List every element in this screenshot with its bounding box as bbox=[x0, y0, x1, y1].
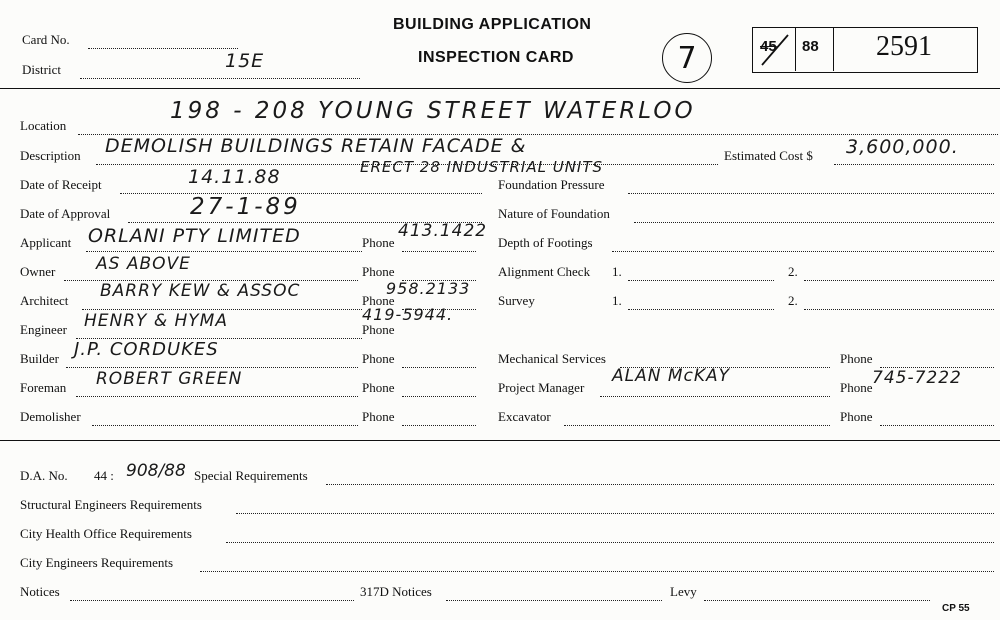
excavator-phone-label: Phone bbox=[840, 409, 873, 424]
alignment-check-line-1 bbox=[628, 280, 774, 281]
builder-label: Builder bbox=[20, 351, 59, 366]
foreman-label: Foreman bbox=[20, 380, 67, 395]
project-manager-label: Project Manager bbox=[498, 380, 585, 395]
city-health-line bbox=[226, 542, 994, 543]
struck-reference: 45 bbox=[760, 38, 777, 55]
special-requirements-line bbox=[326, 484, 994, 485]
applicant-value: ORLANI PTY LIMITED bbox=[88, 225, 301, 247]
engineer-label: Engineer bbox=[20, 322, 67, 337]
reference-divider-1 bbox=[795, 27, 796, 71]
excavator-label: Excavator bbox=[498, 409, 551, 424]
city-engineers-label: City Engineers Requirements bbox=[20, 555, 174, 570]
project-manager-phone-value: 745-7222 bbox=[872, 368, 962, 388]
structural-engineers-label: Structural Engineers Requirements bbox=[20, 497, 202, 512]
location-label: Location bbox=[20, 118, 67, 133]
da-no-value: 908/88 bbox=[126, 461, 186, 481]
project-manager-value: ALAN McKAY bbox=[612, 366, 731, 386]
estimated-cost-value: 3,600,000. bbox=[846, 136, 959, 158]
date-of-receipt-value: 14.11.88 bbox=[188, 166, 281, 188]
builder-phone-line bbox=[402, 367, 476, 368]
description-label: Description bbox=[20, 148, 81, 163]
location-value: 198 - 208 YOUNG STREET WATERLOO bbox=[170, 98, 696, 124]
foreman-line bbox=[76, 396, 358, 397]
da-no-prefix: 44 : bbox=[94, 468, 114, 483]
circled-number bbox=[662, 33, 712, 83]
foreman-phone-line bbox=[402, 396, 476, 397]
levy-label: Levy bbox=[670, 584, 697, 599]
mechanical-services-label: Mechanical Services bbox=[498, 351, 606, 366]
alignment-check-2: 2. bbox=[788, 264, 798, 279]
da-no-label: D.A. No. bbox=[20, 468, 68, 483]
footer-code: CP 55 bbox=[942, 603, 970, 614]
foreman-value: ROBERT GREEN bbox=[96, 369, 243, 389]
city-health-label: City Health Office Requirements bbox=[20, 526, 192, 541]
project-manager-phone-label: Phone bbox=[840, 380, 873, 395]
alignment-check-line-2 bbox=[804, 280, 994, 281]
excavator-line bbox=[564, 425, 830, 426]
notices-line bbox=[70, 600, 354, 601]
date-of-approval-value: 27-1-89 bbox=[190, 194, 301, 220]
circled-number-text: 7 bbox=[677, 40, 697, 76]
foreman-phone-label: Phone bbox=[362, 380, 395, 395]
demolisher-phone-label: Phone bbox=[362, 409, 395, 424]
reference-year: 88 bbox=[802, 38, 819, 55]
alignment-check-label: Alignment Check bbox=[498, 264, 591, 279]
form-title: BUILDING APPLICATION bbox=[393, 16, 592, 33]
date-of-receipt-label: Date of Receipt bbox=[20, 177, 102, 192]
owner-value: AS ABOVE bbox=[96, 254, 191, 274]
survey-1: 1. bbox=[612, 293, 622, 308]
excavator-phone-line bbox=[880, 425, 994, 426]
district-label: District bbox=[22, 62, 61, 77]
survey-line-1 bbox=[628, 309, 774, 310]
engineer-phone-label: Phone bbox=[362, 322, 395, 337]
engineer-value: HENRY & HYMA bbox=[84, 311, 228, 331]
alignment-check-1: 1. bbox=[612, 264, 622, 279]
foundation-pressure-line bbox=[628, 193, 994, 194]
applicant-phone-value: 413.1422 bbox=[398, 221, 488, 241]
notices-317d-label: 317D Notices bbox=[360, 584, 432, 599]
form-subtitle: INSPECTION CARD bbox=[418, 49, 574, 66]
architect-line bbox=[82, 309, 362, 310]
reference-divider-2 bbox=[833, 27, 834, 71]
architect-phone-value: 958.2133 bbox=[386, 279, 471, 298]
builder-phone-label: Phone bbox=[362, 351, 395, 366]
survey-line-2 bbox=[804, 309, 994, 310]
depth-of-footings-label: Depth of Footings bbox=[498, 235, 593, 250]
description-value: DEMOLISH BUILDINGS RETAIN FACADE & bbox=[105, 135, 527, 157]
date-of-approval-label: Date of Approval bbox=[20, 206, 111, 221]
section-rule bbox=[0, 440, 1000, 441]
levy-line bbox=[704, 600, 930, 601]
mechanical-services-phone-label: Phone bbox=[840, 351, 873, 366]
demolisher-line bbox=[92, 425, 358, 426]
city-engineers-line bbox=[200, 571, 994, 572]
special-requirements-label: Special Requirements bbox=[194, 468, 308, 483]
nature-of-foundation-line bbox=[634, 222, 994, 223]
notices-label: Notices bbox=[20, 584, 60, 599]
district-line bbox=[80, 78, 360, 79]
estimated-cost-label: Estimated Cost $ bbox=[724, 148, 813, 163]
applicant-phone-label: Phone bbox=[362, 235, 395, 250]
demolisher-label: Demolisher bbox=[20, 409, 81, 424]
engineer-phone-value: 419-5944. bbox=[362, 305, 454, 324]
foundation-pressure-label: Foundation Pressure bbox=[498, 177, 605, 192]
depth-of-footings-line bbox=[612, 251, 994, 252]
architect-phone-label: Phone bbox=[362, 293, 395, 308]
estimated-cost-line bbox=[834, 164, 994, 165]
district-value: 15E bbox=[225, 50, 265, 72]
builder-value: J.P. CORDUKES bbox=[74, 339, 219, 360]
strike-mark-icon bbox=[760, 33, 790, 67]
date-of-receipt-line bbox=[120, 193, 482, 194]
nature-of-foundation-label: Nature of Foundation bbox=[498, 206, 610, 221]
card-no-line bbox=[88, 48, 238, 49]
description-value-line2: ERECT 28 INDUSTRIAL UNITS bbox=[360, 158, 604, 176]
card-no-label: Card No. bbox=[22, 32, 70, 47]
survey-2: 2. bbox=[788, 293, 798, 308]
architect-label: Architect bbox=[20, 293, 69, 308]
survey-label: Survey bbox=[498, 293, 535, 308]
project-manager-line bbox=[600, 396, 830, 397]
applicant-line bbox=[86, 251, 362, 252]
notices-317d-line bbox=[446, 600, 662, 601]
card-number: 2591 bbox=[876, 31, 932, 62]
architect-value: BARRY KEW & ASSOC bbox=[100, 281, 301, 301]
demolisher-phone-line bbox=[402, 425, 476, 426]
builder-line bbox=[66, 367, 358, 368]
owner-phone-label: Phone bbox=[362, 264, 395, 279]
header-rule bbox=[0, 88, 1000, 89]
applicant-label: Applicant bbox=[20, 235, 72, 250]
owner-label: Owner bbox=[20, 264, 56, 279]
structural-engineers-line bbox=[236, 513, 994, 514]
applicant-phone-line bbox=[402, 251, 476, 252]
